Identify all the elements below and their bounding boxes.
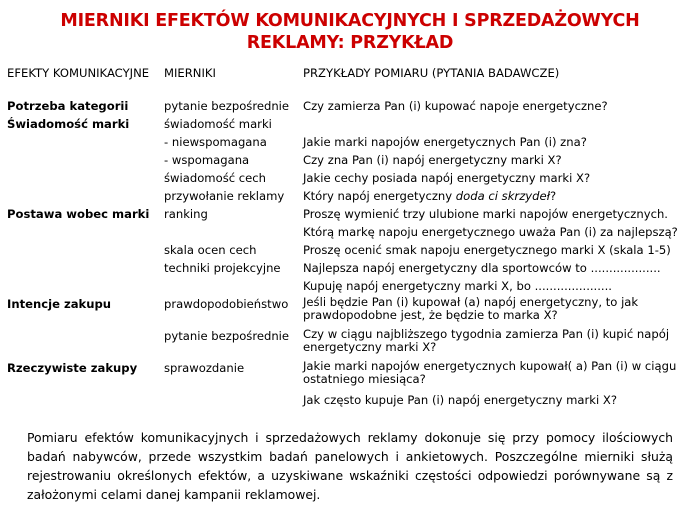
effect-cell: Postawa wobec marki [7, 207, 150, 221]
example-prefix: Który napój energetyczny [303, 189, 456, 203]
measure-cell: świadomość cech [164, 171, 267, 185]
table-row [7, 260, 697, 278]
measure-cell: ranking [164, 207, 208, 221]
example-cell: Jakie marki napojów energetycznych kupował( a) Pan (i) w ciągu ostatniego miesiąca? [303, 359, 677, 386]
measure-cell: świadomość marki [164, 117, 272, 131]
table-row [7, 360, 697, 392]
table-header-row [7, 66, 697, 98]
example-cell: Proszę ocenić smak napoju energetycznego marki X (skala 1-5) [303, 243, 671, 257]
header-measures: MIERNIKI [164, 66, 216, 80]
table-row [7, 152, 697, 170]
measure-cell: pytanie bezpośrednie [164, 329, 290, 343]
measure-cell: - wspomagana [164, 153, 250, 167]
example-cell: Czy w ciągu najbliższego tygodnia zamierza Pan (i) kupić napój energetyczny marki X? [303, 327, 670, 354]
example-suffix: ? [549, 189, 557, 203]
measure-cell: techniki projekcyjne [164, 261, 281, 275]
table-row [7, 98, 697, 116]
measure-cell: - niewspomagana [164, 135, 267, 149]
example-cell [303, 188, 693, 204]
example-cell: Najlepsza napój energetyczny dla sportowców to ................... [303, 261, 661, 275]
title-line-1: MIERNIKI EFEKTÓW KOMUNIKACYJNYCH I SPRZEDAŻOWYCH [60, 11, 640, 31]
table-row [7, 328, 697, 360]
effect-cell: Rzeczywiste zakupy [7, 361, 138, 375]
table-row [7, 392, 697, 410]
page-title [0, 10, 700, 54]
measures-table [7, 66, 697, 410]
effect-cell: Intencje zakupu [7, 297, 112, 311]
example-cell: Kupuję napój energetyczny marki X, bo ..................... [303, 279, 612, 293]
table-row [7, 242, 697, 260]
example-cell: Czy zna Pan (i) napój energetyczny marki X? [303, 153, 562, 167]
summary-paragraph: Pomiaru efektów komunikacyjnych i sprzedażowych reklamy dokonuje się przy pomocy ilościowych badań nabywców, przede wszystkim badań panelowych i ankietowych. Poszczególne mierniki służą rejestrowaniu określonych efektów, a uzyskiwane wskaźniki częstości odpowiedzi porównywane są z założonymi celami danej kampanii reklamowej. [27, 430, 673, 502]
example-cell: Jeśli będzie Pan (i) kupował (a) napój energetyczny, to jak prawdopodobne jest, że będzie to marka X? [303, 295, 639, 322]
measure-cell: sprawozdanie [164, 361, 245, 375]
example-cell: Jak często kupuje Pan (i) napój energetyczny marki X? [303, 393, 618, 407]
measure-cell: prawdopodobieństwo [164, 297, 289, 311]
effect-cell: Potrzeba kategorii [7, 99, 129, 113]
table-row [7, 188, 697, 206]
table-row [7, 296, 697, 328]
example-cell: Czy zamierza Pan (i) kupować napoje energetyczne? [303, 99, 608, 113]
measure-cell: pytanie bezpośrednie [164, 99, 290, 113]
table-row [7, 170, 697, 188]
table-row [7, 116, 697, 134]
example-cell: Jakie cechy posiada napój energetyczny marki X? [303, 171, 591, 185]
header-effects: EFEKTY KOMUNIKACYJNE [7, 66, 150, 80]
header-examples: PRZYKŁADY POMIARU (PYTANIA BADAWCZE) [303, 66, 560, 80]
slogan-italic: doda ci skrzydeł [455, 189, 550, 203]
table-row [7, 278, 697, 296]
example-cell: Jakie marki napojów energetycznych Pan (i) zna? [303, 135, 587, 149]
example-cell: Proszę wymienić trzy ulubione marki napojów energetycznych. [303, 207, 668, 221]
measure-cell: skala ocen cech [164, 243, 257, 257]
table-row [7, 206, 697, 224]
title-line-2: REKLAMY: PRZYKŁAD [246, 33, 454, 53]
measure-cell: przywołanie reklamy [164, 189, 285, 203]
table-row [7, 134, 697, 152]
effect-cell: Świadomość marki [7, 117, 130, 131]
example-cell: Którą markę napoju energetycznego uważa Pan (i) za najlepszą? [303, 225, 678, 239]
table-row [7, 224, 697, 242]
